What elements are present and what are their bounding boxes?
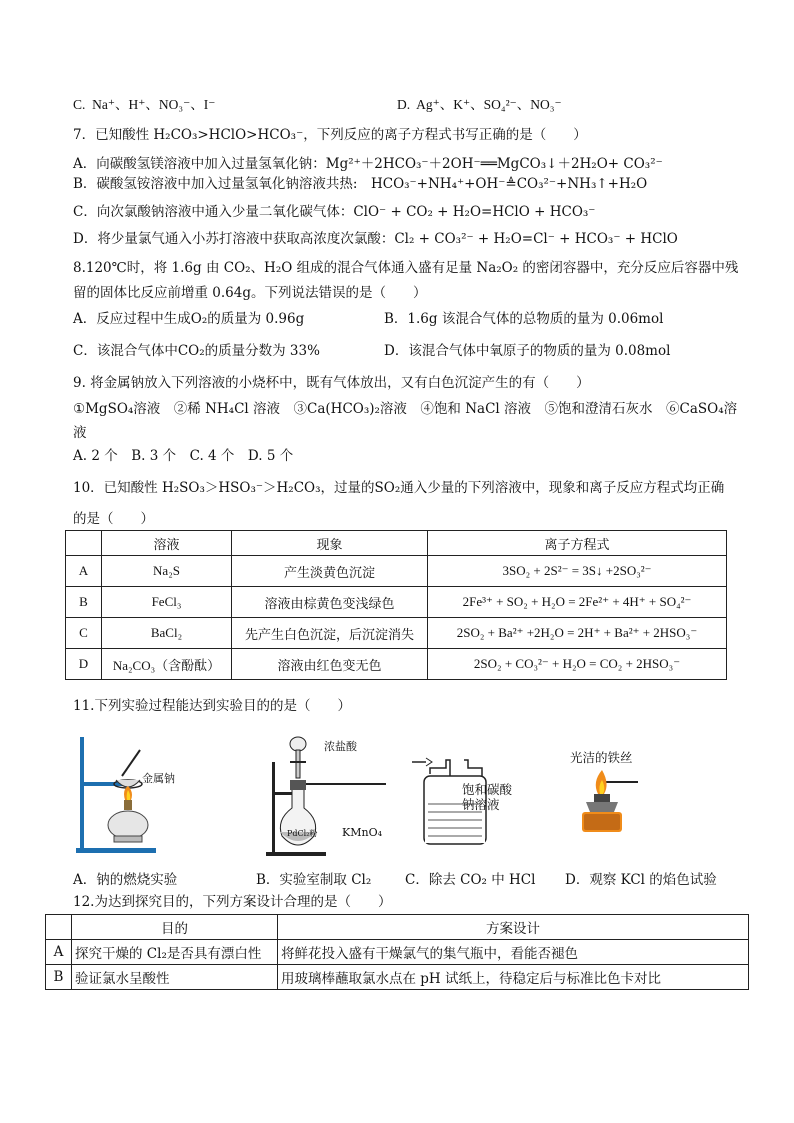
- q8-stem-1: 8.120℃时，将 1.6g 由 CO₂、H₂O 组成的混合气体通入盛有足量 Na₂O₂ 的密闭容器中，充分反应后容器中残: [73, 260, 739, 276]
- q8-stem-2: 留的固体比反应前增重 0.64g。下列说法错误的是（ ）: [73, 285, 427, 301]
- figure-flame-test: [570, 732, 680, 857]
- q12-cell: 用玻璃棒蘸取氯水点在 pH 试纸上，待稳定后与标准比色卡对比: [278, 965, 749, 990]
- table-row: [66, 556, 727, 587]
- q7-option-a: A．向碳酸氢镁溶液中加入过量氢氧化钠：Mg²⁺＋2HCO₃⁻＋2OH⁻══MgCO₃↓＋2H₂O+ CO₃²⁻: [73, 156, 663, 172]
- q12-table: [45, 914, 749, 990]
- q6-option-d: [397, 96, 562, 114]
- q10-cell: BaCl₂: [102, 618, 232, 649]
- q10-stem-2: 的是（ ）: [73, 511, 154, 527]
- q6-option-c-text: Na⁺、H⁺、NO₃⁻、I⁻: [92, 97, 216, 112]
- q11-stem: 11.下列实验过程能达到实验目的的是（ ）: [73, 698, 351, 714]
- q10-stem-1: 10．已知酸性 H₂SO₃＞HSO₃⁻＞H₂CO₃，过量的SO₂通入少量的下列溶液中，现象和离子反应方程式均正确: [73, 480, 725, 496]
- table-row: [66, 618, 727, 649]
- q12-header-cell: 目的: [72, 915, 278, 940]
- q7-stem: 7．已知酸性 H₂CO₃>HClO>HCO₃⁻，下列反应的离子方程式书写正确的是（ ）: [73, 127, 587, 143]
- q8-option-a: A．反应过程中生成O₂的质量为 0.96g: [73, 311, 305, 327]
- q7-option-d: D．将少量氯气通入小苏打溶液中获取高浓度次氯酸：Cl₂ + CO₃²⁻ + H₂O=Cl⁻ + HCO₃⁻ + HClO: [73, 231, 678, 247]
- q11-option-c: C．除去 CO₂ 中 HCl: [405, 872, 536, 888]
- sodium-apparatus-icon: [70, 732, 180, 857]
- table-row: [46, 940, 749, 965]
- q12-cell: 验证氯水呈酸性: [72, 965, 278, 990]
- q8-option-d: D．该混合气体中氧原子的物质的量为 0.08mol: [384, 343, 671, 359]
- label-iron-wire: 光洁的铁丝: [570, 750, 633, 765]
- q6-option-d-label: D.: [397, 97, 411, 112]
- q6-option-c-label: C.: [73, 97, 86, 112]
- q11-option-d: D．观察 KCl 的焰色试验: [565, 872, 717, 888]
- q10-table: [65, 530, 727, 680]
- q6-option-d-text: Ag⁺、K⁺、SO₄²⁻、NO₃⁻: [416, 97, 562, 112]
- q10-header-cell: 溶液: [102, 531, 232, 556]
- table-row: [46, 965, 749, 990]
- q12-cell: B: [46, 965, 72, 990]
- q10-cell: 产生淡黄色沉淀: [232, 556, 428, 587]
- q11-option-a: A．钠的燃烧实验: [73, 872, 178, 888]
- q10-cell: 先产生白色沉淀，后沉淀消失: [232, 618, 428, 649]
- q10-table-header: [66, 531, 727, 556]
- q10-cell: 2SO₂ + CO₃²⁻ + H₂O = CO₂ + 2HSO₃⁻: [428, 649, 727, 680]
- q10-header-cell: [66, 531, 102, 556]
- label-nahco3: 饱和碳酸 钠溶液: [462, 782, 513, 812]
- q8-option-c: C．该混合气体中CO₂的质量分数为 33%: [73, 343, 320, 359]
- figure-sodium-combustion: [70, 732, 180, 857]
- q9-items: ①MgSO₄溶液 ②稀 NH₄Cl 溶液 ③Ca(HCO₃)₂溶液 ④饱和 NaCl 溶液 ⑤饱和澄清石灰水 ⑥CaSO₄溶: [73, 401, 738, 417]
- q9-options: A. 2 个 B. 3 个 C. 4 个 D. 5 个: [73, 448, 294, 464]
- q12-cell: 探究干燥的 Cl₂是否具有漂白性: [72, 940, 278, 965]
- label-sodium: 金属钠: [142, 772, 175, 785]
- q10-cell: Na₂S: [102, 556, 232, 587]
- q12-header-cell: 方案设计: [278, 915, 749, 940]
- q10-header-cell: 现象: [232, 531, 428, 556]
- q7-option-c: C．向次氯酸钠溶液中通入少量二氧化碳气体：ClO⁻ + CO₂ + H₂O=HClO + HCO₃⁻: [73, 204, 596, 220]
- q9-items-2: 液: [73, 425, 87, 441]
- q12-cell: 将鲜花投入盛有干燥氯气的集气瓶中，看能否褪色: [278, 940, 749, 965]
- q7-option-b: B．碳酸氢铵溶液中加入过量氢氧化钠溶液共热: HCO₃⁻+NH₄⁺+OH⁻≜CO₃²⁻+NH₃↑+H₂O: [73, 176, 648, 192]
- q10-cell: FeCl₃: [102, 587, 232, 618]
- q10-cell: 溶液由红色变无色: [232, 649, 428, 680]
- q10-cell: Na₂CO₃（含酚酞）: [102, 649, 232, 680]
- q6-option-c: [73, 96, 215, 114]
- q10-cell: 2Fe³⁺ + SO₂ + H₂O = 2Fe²⁺ + 4H⁺ + SO₄²⁻: [428, 587, 727, 618]
- figure-gas-washing: [412, 732, 542, 857]
- q11-option-b: B．实验室制取 Cl₂: [256, 872, 372, 888]
- q10-cell: A: [66, 556, 102, 587]
- figure-chlorine-generator: [262, 732, 392, 857]
- table-row: [66, 649, 727, 680]
- label-flask: PdCl₂粉: [287, 829, 318, 838]
- q10-cell: C: [66, 618, 102, 649]
- q10-cell: D: [66, 649, 102, 680]
- q10-cell: 2SO₂ + Ba²⁺ +2H₂O = 2H⁺ + Ba²⁺ + 2HSO₃⁻: [428, 618, 727, 649]
- q12-header-cell: [46, 915, 72, 940]
- q10-header-cell: 离子方程式: [428, 531, 727, 556]
- q12-table-header: [46, 915, 749, 940]
- label-kmno4: KMnO₄: [342, 826, 382, 839]
- label-conc-hcl: 浓盐酸: [324, 740, 357, 753]
- q10-cell: 溶液由棕黄色变浅绿色: [232, 587, 428, 618]
- q10-cell: B: [66, 587, 102, 618]
- q8-option-b: B．1.6g 该混合气体的总物质的量为 0.06mol: [384, 311, 664, 327]
- q12-cell: A: [46, 940, 72, 965]
- q10-cell: 3SO₂ + 2S²⁻ = 3S↓ +2SO₃²⁻: [428, 556, 727, 587]
- q12-stem: 12.为达到探究目的，下列方案设计合理的是（ ）: [73, 894, 392, 910]
- q9-stem: 9. 将金属钠放入下列溶液的小烧杯中，既有气体放出，又有白色沉淀产生的有（ ）: [73, 375, 590, 391]
- table-row: [66, 587, 727, 618]
